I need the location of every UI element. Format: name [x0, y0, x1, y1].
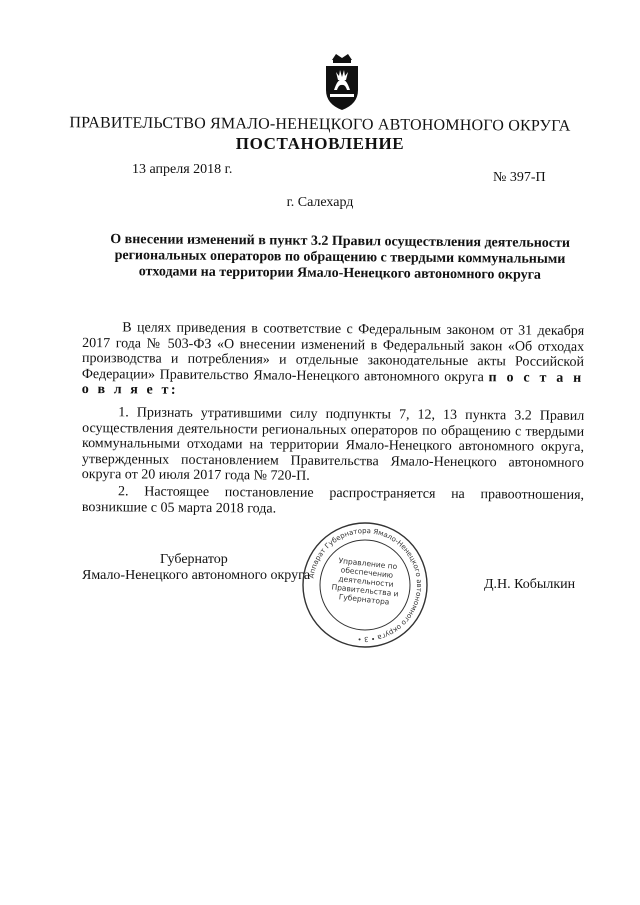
- government-name: ПРАВИТЕЛЬСТВО ЯМАЛО-НЕНЕЦКОГО АВТОНОМНОГО ОКРУГА: [69, 114, 571, 135]
- resolves-word: п о с т а н о в л я е т:: [81, 369, 584, 398]
- seal-center-text: Управление по обеспечению деятельности Правительства и Губернатора: [331, 556, 399, 607]
- document-number: № 397-П: [493, 170, 546, 185]
- clause-1: 1. Признать утратившими силу подпункты 7, 12, 13 пункта 3.2 Правил осуществления деятельности региональных операторов по обращению с твердыми коммунальными отходами на территории Ямало-Ненецкого автономного округа, утвержденных постановлением Правительства Ямало-Ненецкого автономного округа от 20 июля 2017 года № 720-П.: [81, 405, 585, 484]
- clause-2: 2. Настоящее постановление распространяется на правоотношения, возникшие с 05 марта 2018 года.: [81, 484, 585, 517]
- document-type: ПОСТАНОВЛЕНИЕ: [235, 134, 405, 153]
- preamble-text: В целях приведения в соответствие с Федеральным законом от 31 декабря 2017 года № 503-ФЗ «О внесении изменений в Федеральный закон «Об отходах производства и потребления» и отдельные законодательные акты Российской Федерации» Правительство Ямало-Ненецкого автономного округа: [81, 320, 585, 385]
- preamble-paragraph: [82, 320, 585, 401]
- seal-ring-text: Аппарат Губернатора Ямало-Ненецкого автономного округа • 3 •: [307, 526, 424, 644]
- signatory-name: Д.Н. Кобылкин: [484, 577, 576, 592]
- signatory-position: Губернатор: [160, 552, 228, 567]
- document-date: 13 апреля 2018 г.: [132, 162, 233, 177]
- document-city: г. Салехард: [286, 195, 354, 210]
- signatory-region: Ямало-Ненецкого автономного округа: [82, 568, 311, 583]
- document-title: О внесении изменений в пункт 3.2 Правил осуществления деятельности региональных операторов по обращению с твердыми коммунальными отходами на территории Ямало-Ненецкого автономного округа: [110, 231, 571, 283]
- coat-of-arms-emblem: [318, 50, 366, 114]
